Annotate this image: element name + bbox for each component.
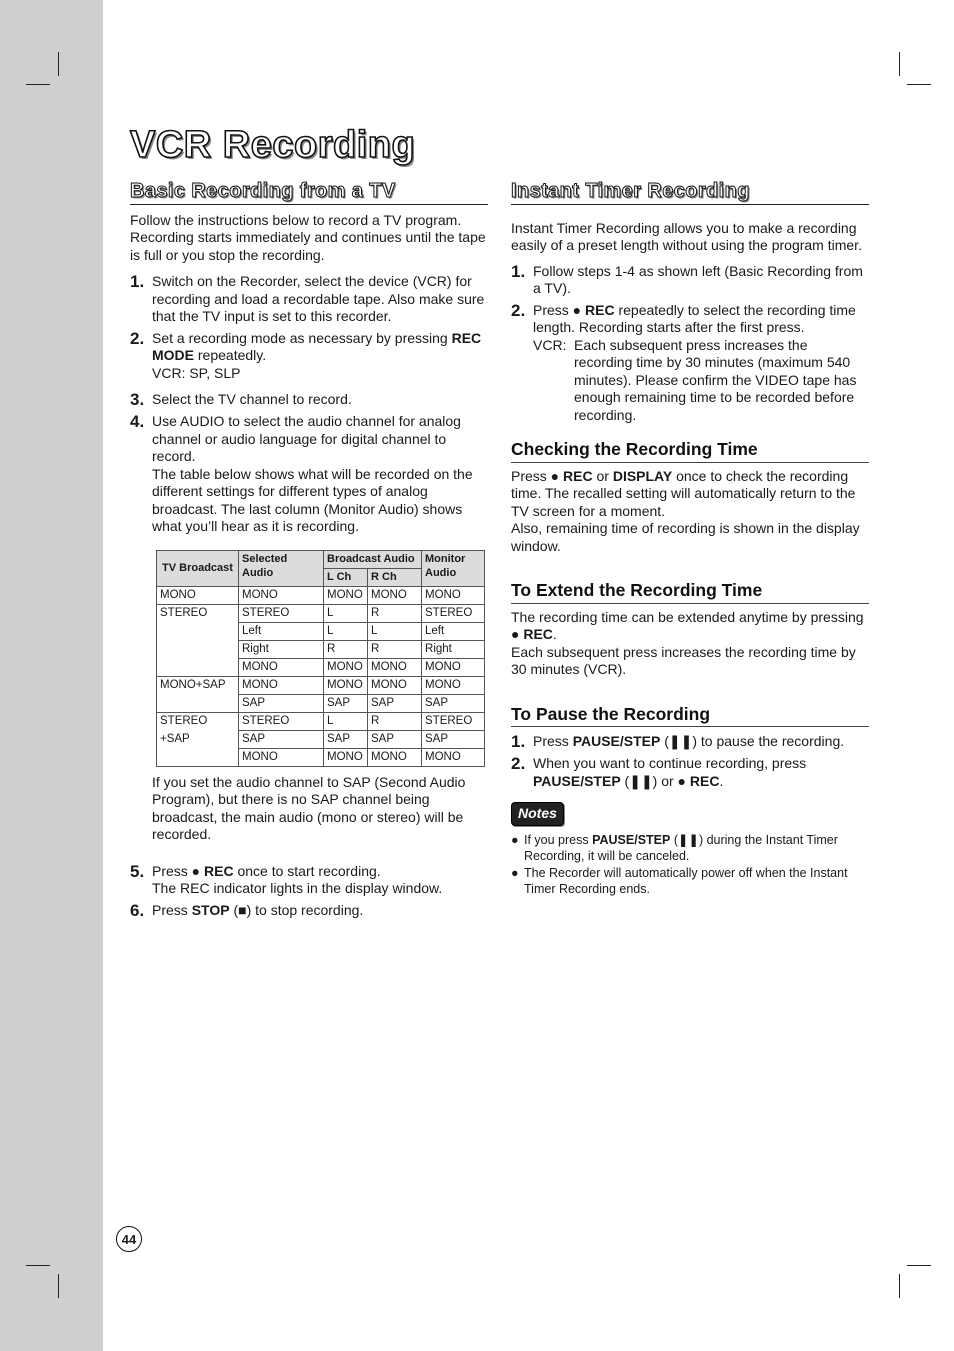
- step-text: [533, 302, 869, 425]
- table-row: [157, 676, 485, 694]
- cell: R: [324, 640, 368, 658]
- step-number: 2.: [511, 300, 526, 320]
- cell: R: [368, 604, 422, 622]
- text: (❚❚) or ●: [620, 772, 690, 789]
- cell: [157, 658, 239, 676]
- section-title-basic-recording: Basic Recording from a TV: [130, 183, 488, 205]
- pause-step-2: [511, 755, 869, 790]
- step-number: 1.: [130, 272, 145, 291]
- cell: MONO: [157, 586, 239, 604]
- cell: STEREO: [157, 712, 239, 730]
- crop-mark: [58, 52, 59, 76]
- step-text: Follow steps 1-4 as shown left (Basic Recording from a TV).: [533, 262, 863, 296]
- text: .: [552, 626, 557, 642]
- text: The table below shows what will be recorded on the different settings for different types of analog broadcast. The last column (Monitor Audio) shows what you’ll hear as it is recording.: [152, 465, 473, 534]
- header-selected-audio: Selected Audio: [239, 550, 324, 586]
- cell: MONO: [422, 676, 485, 694]
- step-text: [533, 755, 869, 790]
- step-number: 4.: [130, 412, 145, 431]
- table-row: [157, 748, 485, 766]
- text: Press: [152, 901, 192, 918]
- step-number: 3.: [130, 390, 145, 409]
- step-number: 2.: [130, 328, 145, 348]
- crop-mark: [26, 1265, 50, 1266]
- cell: L: [324, 712, 368, 730]
- text: If you press: [524, 832, 593, 847]
- text: repeatedly to select the recording time length. Recording starts after the first press.: [533, 301, 856, 335]
- instant-intro: Instant Timer Recording allows you to make a recording easily of a preset length without using the program timer.: [511, 219, 862, 253]
- step-3: [130, 391, 488, 409]
- text: .: [719, 772, 724, 789]
- cell: STEREO: [239, 712, 324, 730]
- step-text: [152, 330, 488, 383]
- step-1: [130, 273, 488, 326]
- page-number: 44: [116, 1226, 142, 1252]
- cell: MONO: [368, 676, 422, 694]
- crop-mark: [899, 1274, 900, 1298]
- basic-intro: Follow the instructions below to record a TV program. Recording starts immediately and continues until the tape is full or you stop the recording.: [130, 211, 486, 263]
- cell: SAP: [422, 694, 485, 712]
- pause-step-1: [511, 733, 869, 751]
- cell: R: [368, 712, 422, 730]
- rec-mode-key: REC MODE: [152, 329, 482, 363]
- cell: SAP: [239, 730, 324, 748]
- step-6: [130, 902, 488, 920]
- step-number: 6.: [130, 900, 145, 920]
- header-broadcast-audio: Broadcast Audio: [324, 550, 422, 568]
- cell: SAP: [422, 730, 485, 748]
- header-tv-broadcast: TV Broadcast: [157, 550, 239, 586]
- step-number: 5.: [130, 861, 145, 881]
- cell: SAP: [239, 694, 324, 712]
- rec-key: REC: [689, 772, 720, 789]
- section-title-instant-timer: Instant Timer Recording: [511, 183, 869, 205]
- step-number: 1.: [511, 261, 526, 281]
- page-title: VCR Recording: [130, 124, 416, 166]
- cell: Right: [422, 640, 485, 658]
- cell: MONO: [239, 676, 324, 694]
- cell: MONO: [368, 748, 422, 766]
- cell: STEREO: [157, 604, 239, 622]
- step-text: Switch on the Recorder, select the device (VCR) for recording and load a recordable tape. Also make sure that the TV input is set to this recorder.: [152, 273, 485, 324]
- header-monitor-audio: Monitor Audio: [422, 550, 485, 586]
- stop-key: STOP: [191, 901, 230, 918]
- text: Set a recording mode as necessary by pressing: [152, 329, 452, 346]
- vcr-text: Each subsequent press increases the recording time by 30 minutes (maximum 540 minutes). Please confirm the VIDEO tape has enough remaining time to be recorded before recording.: [574, 336, 857, 423]
- extend-text: [511, 609, 869, 679]
- table-row: [157, 604, 485, 622]
- cell: MONO: [239, 658, 324, 676]
- header-l-ch: L Ch: [324, 568, 368, 586]
- step-text: [152, 902, 488, 920]
- step-text: [152, 413, 488, 536]
- text: Press ●: [152, 862, 205, 879]
- cell: Right: [239, 640, 324, 658]
- step-text: [152, 863, 488, 898]
- text: Press: [533, 733, 573, 749]
- gray-side-margin: [0, 0, 103, 1351]
- table-row: [157, 622, 485, 640]
- pause-step-key: PAUSE/STEP: [533, 772, 621, 789]
- cell: Left: [239, 622, 324, 640]
- cell: SAP: [368, 730, 422, 748]
- cell: [157, 694, 239, 712]
- text: Each subsequent press increases the recording time by 30 minutes (VCR).: [511, 643, 856, 677]
- cell: SAP: [324, 694, 368, 712]
- checking-text: [511, 468, 869, 556]
- text: The REC indicator lights in the display window.: [152, 880, 443, 896]
- header-r-ch: R Ch: [368, 568, 422, 586]
- step-4: [130, 413, 488, 536]
- cell: MONO: [368, 586, 422, 604]
- note-text: The Recorder will automatically power off when the Instant Timer Recording ends.: [524, 865, 848, 896]
- cell: Left: [422, 622, 485, 640]
- text: (■) to stop recording.: [229, 901, 364, 918]
- text: Press ●: [533, 301, 586, 318]
- text: The recording time can be extended anytime by pressing ●: [511, 608, 864, 642]
- crop-mark: [58, 1274, 59, 1298]
- table-row: [157, 712, 485, 730]
- cell: [157, 622, 239, 640]
- cell: MONO: [422, 658, 485, 676]
- text: once to check the recording time. The recalled setting will automatically return to the TV screen for a moment.: [511, 467, 856, 519]
- cell: STEREO: [422, 604, 485, 622]
- display-key: DISPLAY: [612, 467, 673, 484]
- rec-key: REC: [585, 301, 615, 318]
- cell: L: [324, 604, 368, 622]
- cell: STEREO: [239, 604, 324, 622]
- bullet-icon: ●: [511, 865, 519, 880]
- cell: MONO: [422, 586, 485, 604]
- subsection-extend-time: To Extend the Recording Time: [511, 582, 869, 604]
- left-column: [130, 180, 488, 920]
- bullet-icon: ●: [511, 832, 519, 847]
- cell: MONO: [324, 658, 368, 676]
- text: (❚❚) to pause the recording.: [660, 733, 845, 749]
- text: once to start recording.: [233, 862, 381, 879]
- cell: R: [368, 640, 422, 658]
- cell: MONO: [324, 676, 368, 694]
- cell: MONO: [368, 658, 422, 676]
- crop-mark: [26, 84, 50, 85]
- table-row: [157, 640, 485, 658]
- vcr-label: VCR:: [533, 336, 567, 353]
- cell: STEREO: [422, 712, 485, 730]
- cell: SAP: [324, 730, 368, 748]
- step-text: Select the TV channel to record.: [152, 391, 352, 407]
- text: repeatedly.: [194, 347, 267, 363]
- table-row: [157, 694, 485, 712]
- text: Use AUDIO to select the audio channel for analog channel or audio language for digital channel to record.: [152, 413, 461, 464]
- note-text: [524, 832, 869, 864]
- text: When you want to continue recording, press: [533, 755, 807, 771]
- cell: L: [368, 622, 422, 640]
- table-note: If you set the audio channel to SAP (Second Audio Program), but there is no SAP channel being broadcast, the main audio (mono or stereo) will be recorded.: [152, 773, 466, 842]
- rec-key: REC: [204, 862, 234, 879]
- notes-header: [511, 802, 869, 826]
- pause-step-key: PAUSE/STEP: [592, 832, 671, 847]
- cell: MONO: [324, 748, 368, 766]
- cell: [157, 748, 239, 766]
- table-row: [157, 730, 485, 748]
- rec-key: REC: [563, 467, 593, 484]
- cell: +SAP: [157, 730, 239, 748]
- text: Press ●: [511, 467, 564, 484]
- cell: [157, 640, 239, 658]
- crop-mark: [907, 84, 931, 85]
- vcr-modes: VCR: SP, SLP: [152, 364, 241, 381]
- subsection-pause: To Pause the Recording: [511, 706, 869, 728]
- step-text: [533, 733, 869, 751]
- audio-table: [156, 550, 485, 767]
- crop-mark: [907, 1265, 931, 1266]
- step-number: 2.: [511, 754, 526, 773]
- cell: MONO: [324, 586, 368, 604]
- right-column: [511, 180, 869, 897]
- text: (❚❚) during the Instant Timer Recording, it will be canceled.: [524, 832, 838, 863]
- rec-key: REC: [523, 626, 553, 642]
- text: Also, remaining time of recording is shown in the display window.: [511, 520, 860, 554]
- text: or: [592, 467, 613, 484]
- cell: MONO+SAP: [157, 676, 239, 694]
- table-row: [157, 586, 485, 604]
- cell: MONO: [239, 586, 324, 604]
- table-row: [157, 658, 485, 676]
- notes-badge: Notes: [511, 802, 564, 826]
- step-number: 1.: [511, 732, 526, 751]
- subsection-checking-time: Checking the Recording Time: [511, 441, 869, 463]
- itr-step-1: [511, 263, 869, 298]
- vcr-detail: [533, 337, 869, 425]
- step-5: [130, 863, 488, 898]
- cell: MONO: [422, 748, 485, 766]
- step-2: [130, 330, 488, 383]
- cell: MONO: [239, 748, 324, 766]
- pause-step-key: PAUSE/STEP: [572, 733, 661, 749]
- note-item: [511, 865, 869, 897]
- crop-mark: [899, 52, 900, 76]
- cell: L: [324, 622, 368, 640]
- note-item: [511, 832, 869, 864]
- itr-step-2: [511, 302, 869, 425]
- cell: SAP: [368, 694, 422, 712]
